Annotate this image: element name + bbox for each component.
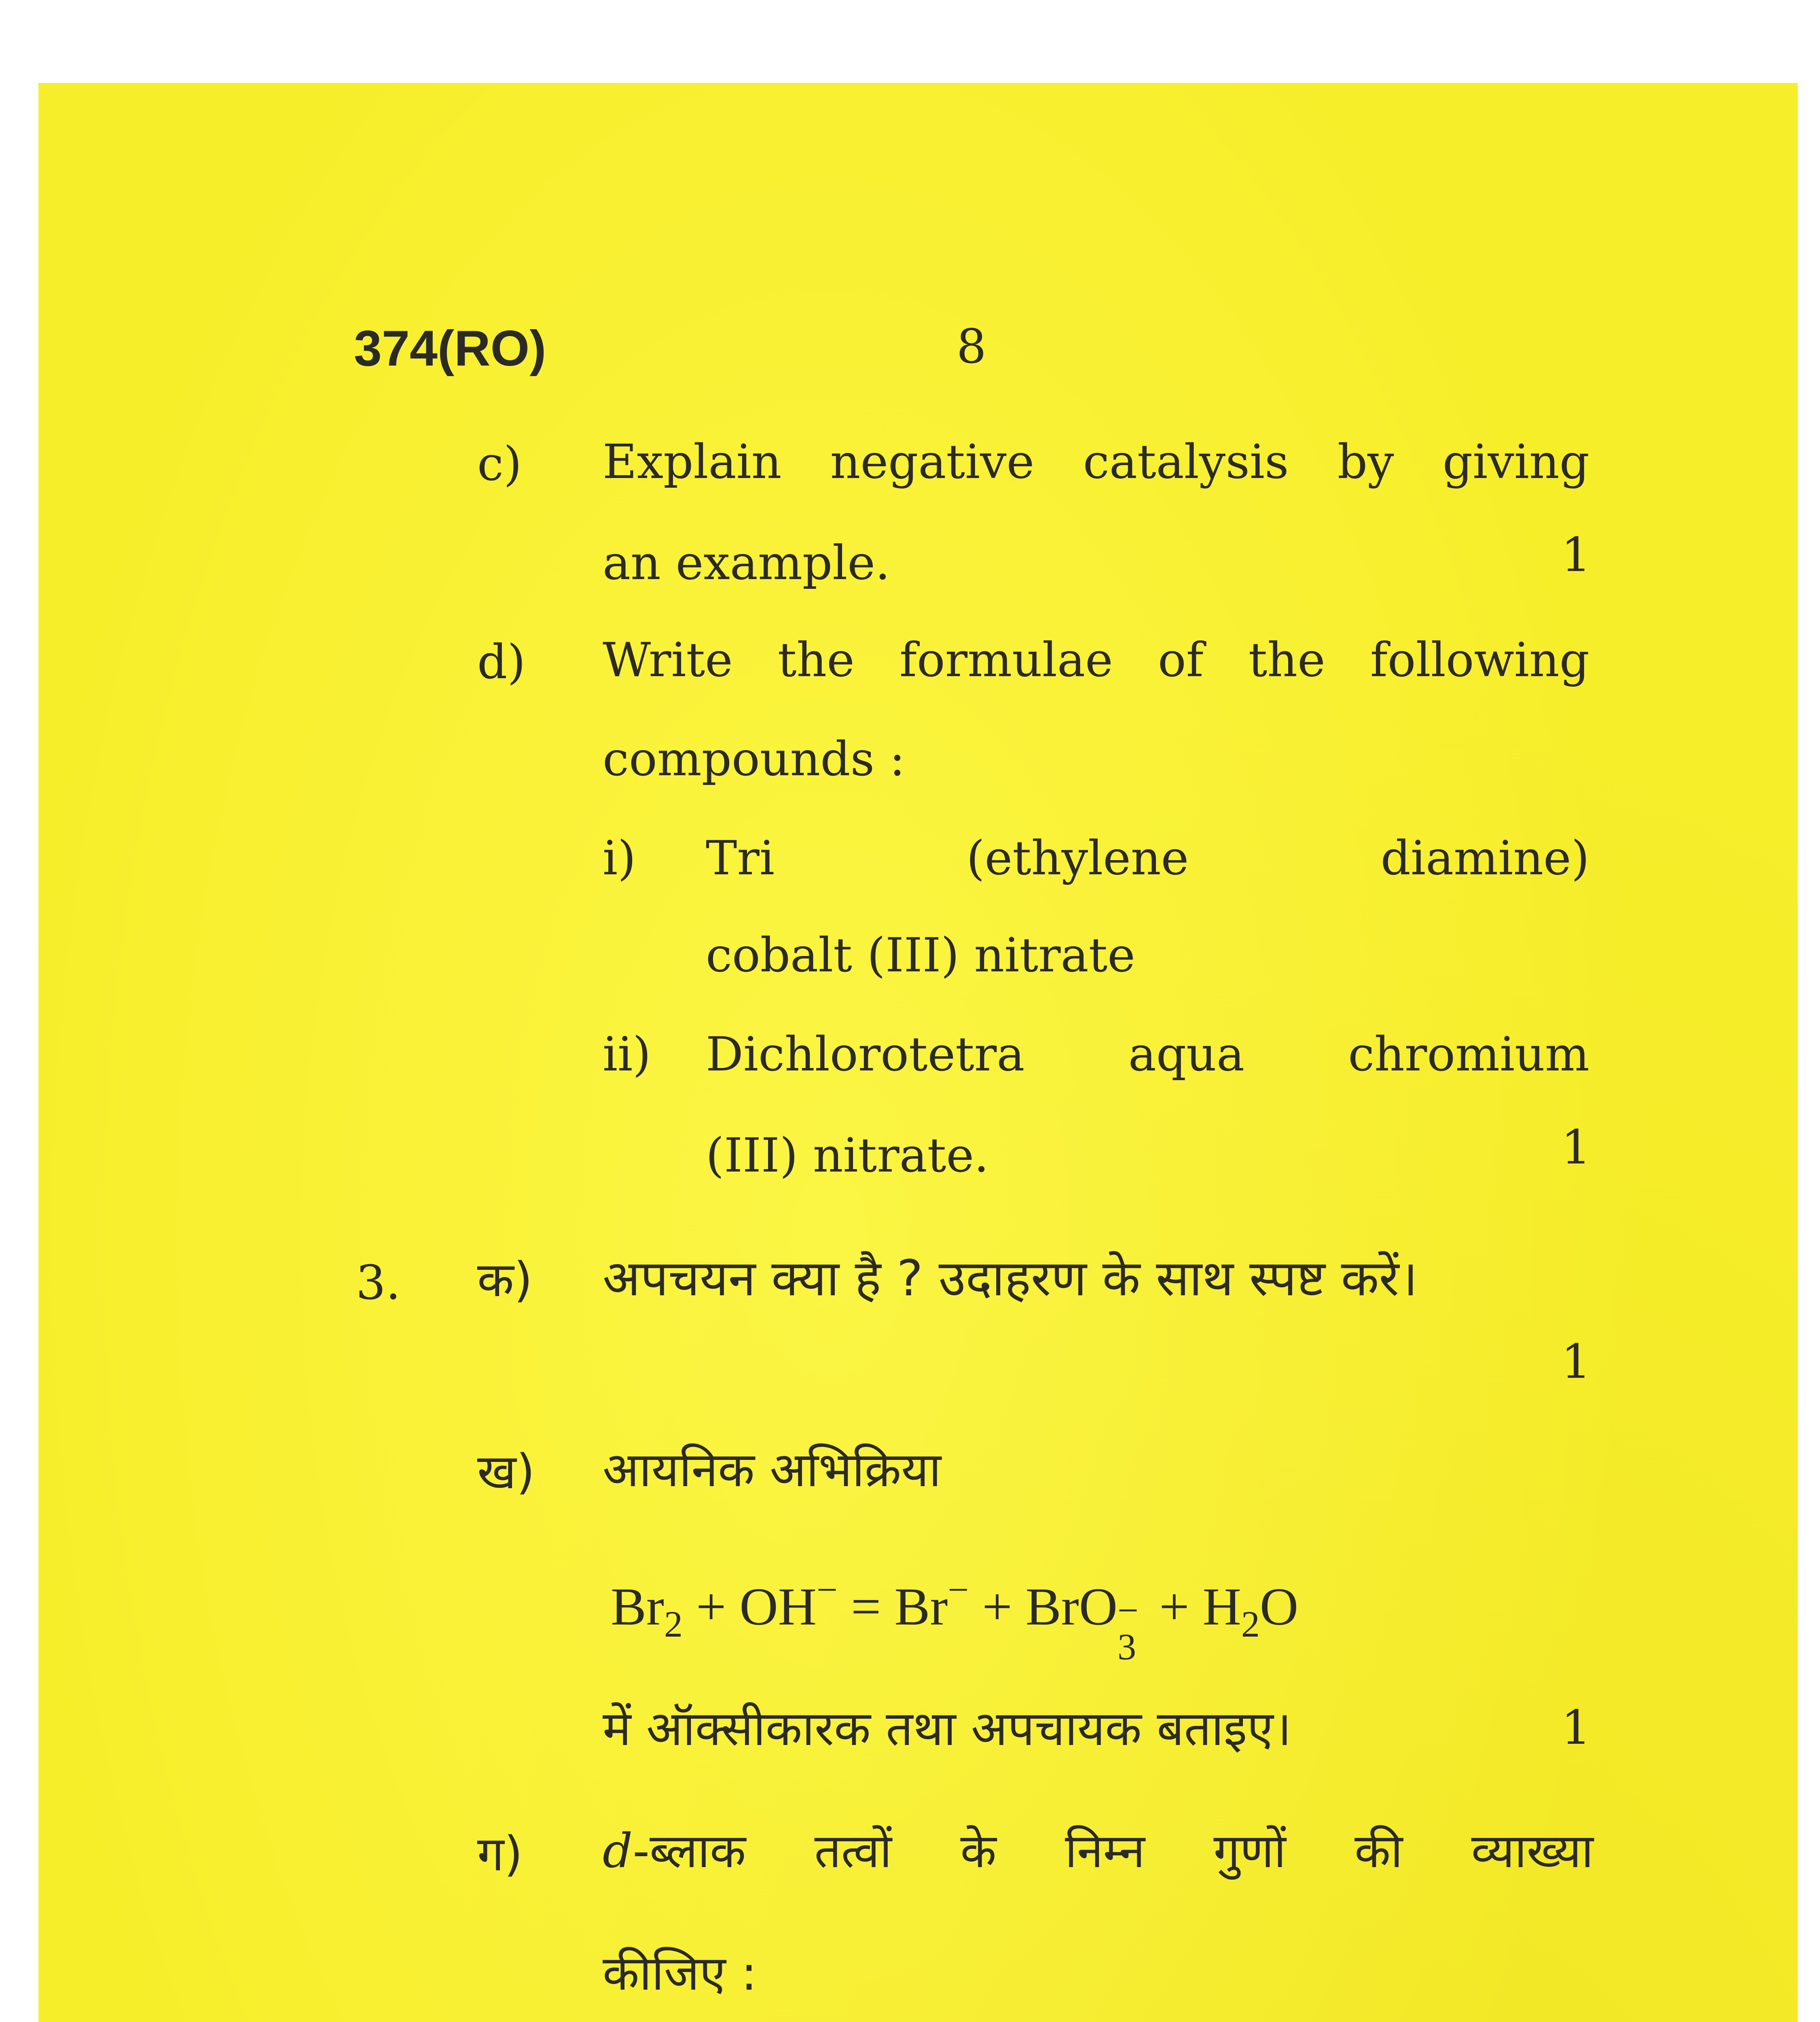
word: व्याख्या xyxy=(1471,1824,1594,1878)
paper-code: 374(RO) xyxy=(354,321,546,376)
q3-kha-label: ख) xyxy=(477,1444,535,1500)
eq-term: Br xyxy=(611,1577,664,1636)
eq-subscript: 3 xyxy=(1117,1626,1136,1667)
q2d-i-line1 xyxy=(706,831,1589,886)
word: the xyxy=(777,633,855,687)
q2c-line2: an example. xyxy=(603,536,890,590)
word: Dichlorotetra xyxy=(706,1027,1025,1082)
q2d-ii-line2: (III) nitrate. xyxy=(706,1128,989,1183)
q3-ga-line2: कीजिए : xyxy=(603,1945,757,2001)
q2d-line2: compounds : xyxy=(603,732,906,787)
page-number: 8 xyxy=(957,319,986,374)
q3-ka-text: अपचयन क्या है ? उदाहरण के साथ स्पष्ट करें। xyxy=(603,1250,1418,1307)
word: गुणों xyxy=(1213,1824,1286,1878)
q3-kha-line1: आयनिक अभिक्रिया xyxy=(603,1442,942,1497)
word: chromium xyxy=(1348,1027,1589,1082)
word: Write xyxy=(603,633,733,687)
word: Explain xyxy=(603,435,782,489)
word: giving xyxy=(1443,435,1589,489)
q2d-label: d) xyxy=(477,635,526,690)
q2c-line1 xyxy=(603,435,1589,489)
q3-ga-label: ग) xyxy=(477,1826,523,1882)
word: के xyxy=(960,1824,997,1878)
eq-term: + H xyxy=(1146,1577,1241,1636)
word: of xyxy=(1158,633,1204,687)
word: की xyxy=(1354,1824,1403,1878)
q3-ka-marks: 1 xyxy=(1561,1335,1591,1389)
word: by xyxy=(1337,435,1394,489)
word xyxy=(603,1824,746,1878)
q3-kha-marks: 1 xyxy=(1561,1701,1591,1755)
eq-term: + OH xyxy=(683,1577,817,1636)
word: the xyxy=(1248,633,1325,687)
word: Tri xyxy=(706,831,775,886)
q3-ka-label: क) xyxy=(477,1252,533,1307)
q2d-ii-label: ii) xyxy=(603,1027,651,1082)
q2d-i-line2: cobalt (III) nitrate xyxy=(706,928,1135,983)
word: निम्न xyxy=(1065,1824,1145,1878)
q2d-line1 xyxy=(603,633,1589,687)
eq-superscript: − xyxy=(948,1569,969,1610)
q3-number: 3. xyxy=(356,1256,401,1310)
ionic-reaction-equation xyxy=(611,1569,1299,1667)
word: diamine) xyxy=(1380,831,1589,886)
d-letter: d xyxy=(603,1824,633,1878)
word-rest: -ब्लाक xyxy=(633,1824,746,1878)
word: aqua xyxy=(1128,1027,1244,1082)
q2d-ii-line1 xyxy=(706,1027,1589,1082)
q3-kha-line3: में ऑक्सीकारक तथा अपचायक बताइए। xyxy=(603,1701,1292,1756)
word: formulae xyxy=(899,633,1113,687)
eq-superscript: − xyxy=(1117,1590,1139,1631)
word: तत्वों xyxy=(814,1824,892,1878)
eq-term: O xyxy=(1259,1577,1299,1636)
word: negative xyxy=(830,435,1035,489)
eq-subscript: 2 xyxy=(664,1603,683,1645)
q2d-i-label: i) xyxy=(603,831,636,886)
eq-term: = Br xyxy=(838,1577,948,1636)
eq-superscript: − xyxy=(817,1569,838,1610)
word: (ethylene xyxy=(966,831,1189,886)
q2c-marks: 1 xyxy=(1561,528,1591,582)
q2c-label: c) xyxy=(477,437,522,491)
eq-subscript: 2 xyxy=(1241,1603,1260,1645)
word: following xyxy=(1370,633,1589,687)
q2d-marks: 1 xyxy=(1561,1120,1591,1175)
word: catalysis xyxy=(1083,435,1289,489)
q3-ga-line1 xyxy=(603,1824,1594,1878)
eq-term: + BrO xyxy=(969,1577,1118,1636)
